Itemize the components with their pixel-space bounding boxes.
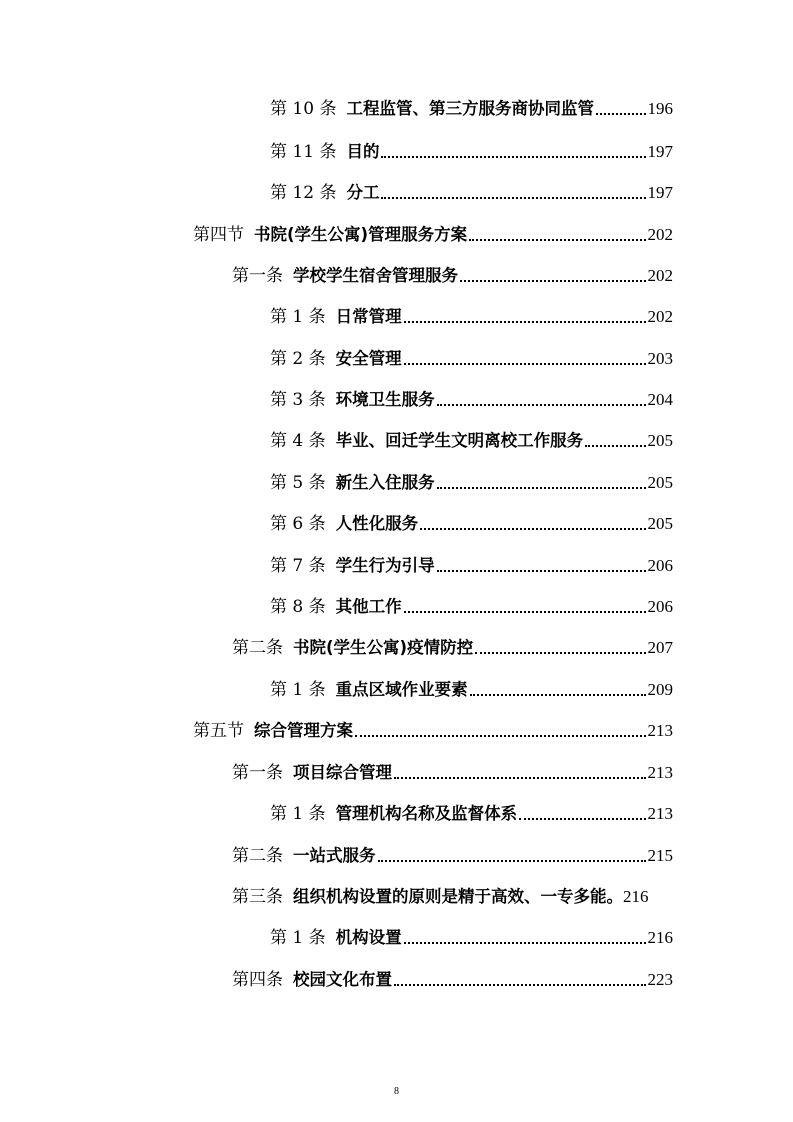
toc-entry[interactable]: [270, 348, 673, 370]
page-number: 8: [394, 1086, 399, 1097]
toc-entry-title: 重点区域作业要素: [335, 680, 468, 699]
toc-entry-title: 安全管理: [335, 349, 402, 368]
toc-entry-number: 第 4 条: [270, 431, 326, 451]
toc-entry-number: 第一条: [232, 763, 283, 783]
dot-leader: [437, 404, 646, 406]
toc-entry-number: 第 2 条: [270, 349, 326, 369]
toc-entry[interactable]: [270, 389, 673, 411]
dot-leader: [469, 239, 645, 241]
toc-entry[interactable]: [232, 265, 673, 287]
toc-entry-page: 204: [647, 390, 673, 409]
dot-leader: [378, 860, 646, 862]
toc-entry-number: 第 1 条: [270, 804, 326, 824]
toc-entry[interactable]: [270, 182, 673, 204]
toc-entry-title: 日常管理: [335, 307, 402, 326]
toc-entry-title: 学校学生宿舍管理服务: [293, 266, 458, 285]
toc-entry-page: 206: [647, 556, 673, 575]
dot-leader: [381, 156, 645, 158]
toc-entry[interactable]: [270, 472, 673, 494]
toc-entry-title: 毕业、回迁学生文明离校工作服务: [335, 431, 584, 450]
toc-entry[interactable]: [270, 430, 673, 452]
toc-entry-title: 管理机构名称及监督体系: [335, 804, 518, 823]
toc-entry-page: 202: [647, 225, 673, 244]
toc-entry-page: 213: [647, 721, 673, 740]
dot-leader: [596, 113, 646, 115]
toc-entry-title: 书院(学生公寓)管理服务方案: [254, 225, 468, 244]
dot-leader: [394, 984, 646, 986]
toc-entry-title: 机构设置: [335, 928, 402, 947]
toc-entry-title: 环境卫生服务: [335, 390, 435, 409]
toc-entry-page: 205: [647, 514, 673, 533]
dot-leader: [460, 280, 646, 282]
toc-entry-number: 第 5 条: [270, 473, 326, 493]
toc-entry-title: 一站式服务: [293, 846, 376, 865]
toc-entry-page: 196: [647, 99, 673, 118]
toc-entry-number: 第二条: [232, 846, 283, 866]
toc-entry[interactable]: [270, 679, 673, 701]
toc-entry-number: 第 7 条: [270, 556, 326, 576]
dot-leader: [404, 611, 646, 613]
toc-entry-title: 分工: [346, 183, 380, 202]
toc-entry-number: 第 12 条: [270, 183, 337, 203]
toc-entry-title: 校园文化布置: [293, 970, 392, 989]
dot-leader: [355, 735, 646, 737]
toc-entry[interactable]: [270, 513, 673, 535]
toc-entry[interactable]: [232, 762, 673, 784]
toc-entry-number: 第四节: [193, 225, 244, 245]
toc-entry[interactable]: [232, 886, 702, 908]
toc-entry-number: 第 1 条: [270, 307, 326, 327]
toc-entry-number: 第一条: [232, 266, 283, 286]
toc-entry-number: 第 10 条: [270, 99, 337, 119]
toc-entry-number: 第四条: [232, 970, 283, 990]
dot-leader: [470, 694, 646, 696]
toc-entry-page: 202: [647, 266, 673, 285]
toc-entry-page: 202: [647, 307, 673, 326]
toc-entry-number: 第三条: [232, 887, 283, 907]
toc-entry-title: 综合管理方案: [254, 721, 353, 740]
dot-leader: [420, 528, 645, 530]
toc-entry[interactable]: [193, 720, 673, 742]
toc-entry-page: 216: [623, 887, 649, 906]
toc-entry-number: 第 1 条: [270, 928, 326, 948]
toc-entry-number: 第 6 条: [270, 514, 326, 534]
toc-entry-title: 项目综合管理: [293, 763, 392, 782]
toc-entry-number: 第五节: [193, 721, 244, 741]
toc-entry-page: 206: [647, 597, 673, 616]
toc-entry[interactable]: [270, 306, 673, 328]
toc-entry[interactable]: [232, 969, 673, 991]
toc-entry-page: 213: [647, 763, 673, 782]
toc-entry[interactable]: [232, 845, 673, 867]
toc-entry-page: 209: [647, 680, 673, 699]
toc-entry-page: 205: [647, 473, 673, 492]
toc-entry-number: 第 8 条: [270, 597, 326, 617]
toc-entry-number: 第 1 条: [270, 680, 326, 700]
dot-leader: [394, 777, 646, 779]
toc-entry-title: 学生行为引导: [335, 556, 435, 575]
toc-entry[interactable]: [270, 141, 673, 163]
toc-entry-page: 197: [647, 183, 673, 202]
toc-entry-page: 216: [647, 928, 673, 947]
toc-entry-page: 205: [647, 431, 673, 450]
toc-entry-page: 213: [647, 804, 673, 823]
dot-leader: [437, 487, 646, 489]
dot-leader: [585, 445, 645, 447]
toc-entry-page: 207: [647, 638, 673, 657]
dot-leader: [519, 818, 645, 820]
toc-entry-page: 215: [647, 846, 673, 865]
dot-leader: [404, 942, 646, 944]
dot-leader: [381, 197, 645, 199]
dot-leader: [437, 570, 646, 572]
toc-entry-title: 工程监管、第三方服务商协同监管: [346, 99, 594, 118]
dot-leader: [404, 321, 646, 323]
toc-entry-page: 197: [647, 142, 673, 161]
toc-entry-title: 组织机构设置的原则是精于高效、一专多能。: [293, 887, 623, 906]
toc-entry-title: 新生入住服务: [335, 473, 435, 492]
toc-entry[interactable]: [270, 803, 673, 825]
toc-entry-title: 书院(学生公寓)疫情防控: [293, 638, 474, 657]
dot-leader: [475, 652, 645, 654]
toc-entry[interactable]: [270, 927, 673, 949]
toc-entry-title: 目的: [346, 142, 380, 161]
toc-entry-number: 第 11 条: [270, 142, 337, 162]
toc-entry-number: 第二条: [232, 638, 283, 658]
toc-entry-page: 203: [647, 349, 673, 368]
toc-entry[interactable]: [270, 596, 673, 618]
toc-entry-title: 人性化服务: [335, 514, 419, 533]
toc-entry-title: 其他工作: [335, 597, 402, 616]
toc-entry[interactable]: [193, 224, 673, 246]
toc-entry[interactable]: [270, 98, 673, 120]
dot-leader: [404, 363, 646, 365]
toc-entry-page: 223: [647, 970, 673, 989]
toc-entry[interactable]: [270, 555, 673, 577]
toc-entry[interactable]: [232, 637, 673, 659]
toc-entry-number: 第 3 条: [270, 390, 326, 410]
